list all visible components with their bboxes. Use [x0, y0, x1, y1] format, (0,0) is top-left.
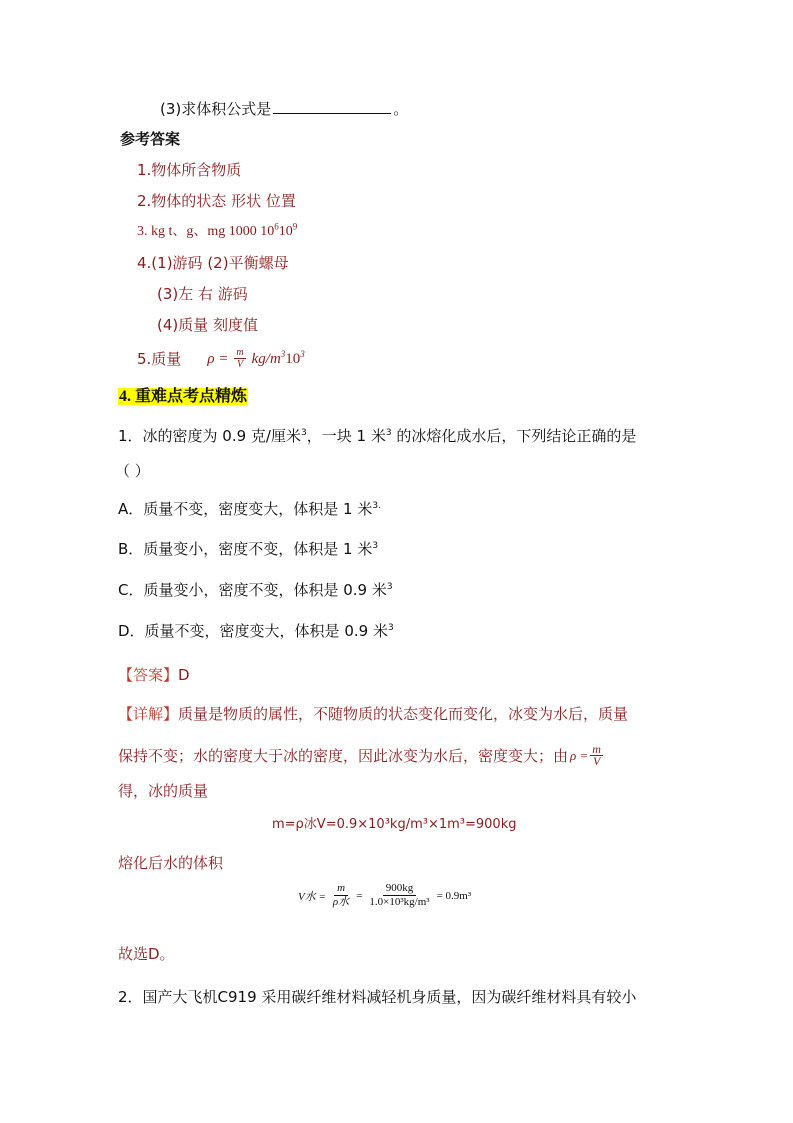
answer-1: 1.物体所含物质 [137, 161, 242, 179]
option-d: D．质量不变，密度变大，体积是 0.9 米$^3$ [118, 622, 394, 640]
detail-line-1: 【详解】质量是物质的属性，不随物质的状态变化而变化，冰变为水后，质量 [118, 705, 629, 723]
conclusion: 故选D。 [118, 945, 175, 963]
question-3-suffix: 。 [393, 100, 409, 118]
water-volume-label: 熔化后水的体积 [118, 854, 224, 872]
detail-fraction: $\frac{m}{V}$ [592, 742, 601, 768]
question-3-line [160, 99, 408, 119]
answer-4: 4.(1)游码 (2)平衡螺母 [137, 254, 289, 272]
answer-5: 5.质量 ρ = $\frac{m}{V}$ $kg/m^310^3$ [137, 347, 305, 370]
density-symbol: ρ = [207, 350, 229, 367]
detail-line-2: 保持不变；水的密度大于冰的密度，因此冰变为水后，密度变大；由 ρ = $\frac{m}{V}$ [118, 742, 601, 768]
density-fraction: $\frac{m}{V}$ [236, 347, 244, 370]
answer-tag: 【答案】 [118, 666, 179, 684]
mass-equation: m=ρ冰V=0.9×10³kg/m³×1m³=900kg [272, 817, 517, 832]
question-1-bracket: （ ） [115, 462, 150, 480]
answer-line [118, 665, 190, 685]
option-c: C．质量变小，密度不变，体积是 0.9 米$^3$ [118, 581, 393, 599]
answer-2: 2.物体的状态 形状 位置 [137, 192, 296, 210]
answer-blank [273, 99, 391, 114]
option-a: A．质量不变，密度变大，体积是 1 米$^{3.}$ [118, 500, 381, 518]
option-b: B．质量变小，密度不变，体积是 1 米$^3$ [118, 540, 379, 558]
volume-formula: V水 = m ρ水 = $\frac{900kg}{\text{1.0×10³kg/m³}}$ = 0.9m³ [298, 882, 472, 908]
answer-3: 3. kg t、g、mg 1000 $10^610^9$ [137, 221, 298, 239]
detail-line-3: 得，冰的质量 [118, 782, 209, 800]
section-heading: 4. 重难点考点精炼 [119, 388, 248, 405]
question-3-text: (3)求体积公式是 [160, 100, 272, 118]
question-1-stem: 1．冰的密度为 0.9 克/厘米$^3$，一块 1 米$^3$ 的冰熔化成水后，下列结论正确的是 [118, 427, 637, 445]
density-unit: $kg/m^310^3$ [251, 348, 305, 367]
answer-4-4: (4)质量 刻度值 [157, 316, 259, 334]
answer-value: D [178, 666, 190, 684]
question-2-stem: 2．国产大飞机C919 采用碳纤维材料减轻机身质量，因为碳纤维材料具有较小 [118, 988, 637, 1006]
answer-4-3: (3)左 右 游码 [157, 285, 248, 303]
reference-answers-heading: 参考答案 [120, 130, 181, 148]
